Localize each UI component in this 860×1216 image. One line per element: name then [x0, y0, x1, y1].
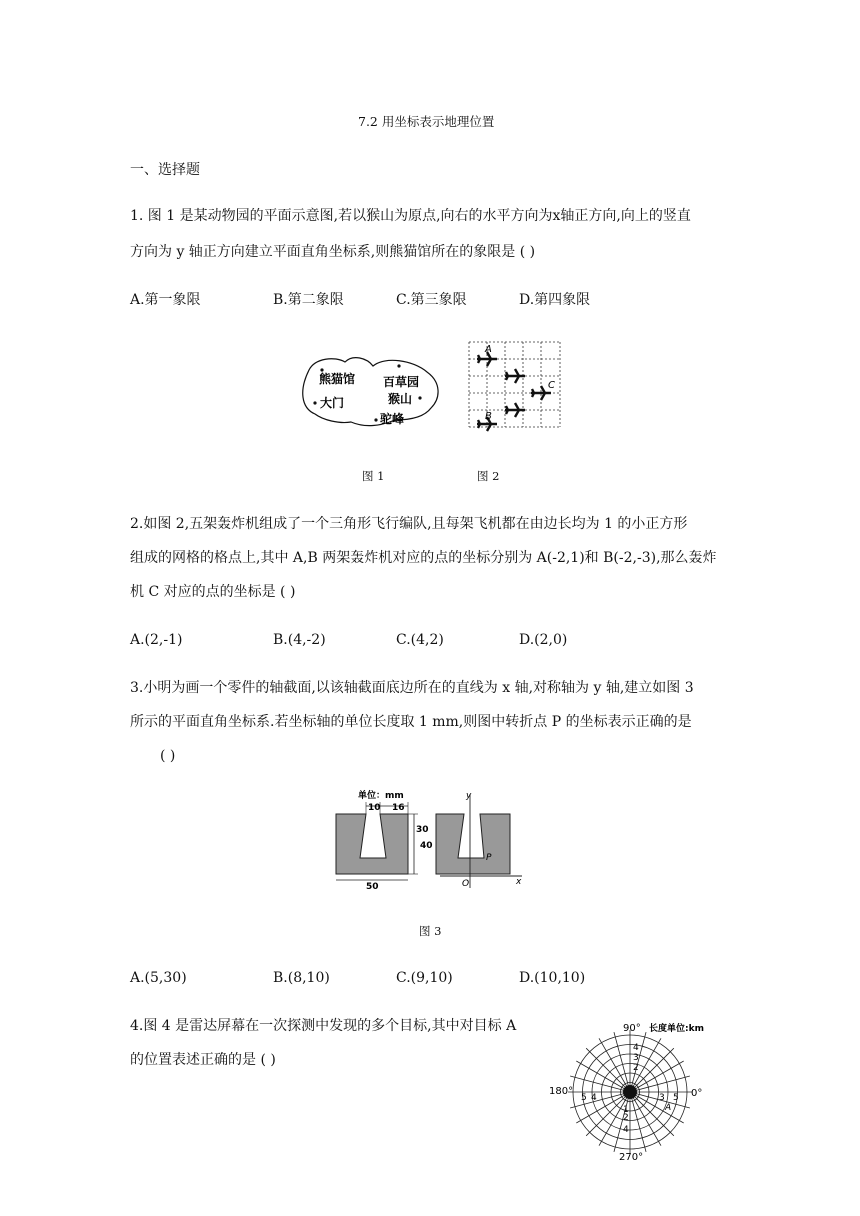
- q3-text-line1: 3.小明为画一个零件的轴截面,以该轴截面底边所在的直线为 x 轴,对称轴为 y 轴,建立如图 3: [130, 680, 694, 696]
- q4-text-line2: 的位置表述正确的是 ( ): [130, 1052, 276, 1068]
- label-a: A: [485, 344, 492, 355]
- label-camel: 驼峰: [380, 412, 405, 426]
- q3-option-b: B.(8,10): [273, 970, 330, 986]
- q2-option-c: C.(4,2): [396, 632, 444, 648]
- q1-option-c: C.第三象限: [396, 292, 467, 308]
- origin-label: O: [462, 879, 470, 889]
- fig1-caption: 图 1: [362, 469, 385, 483]
- unit-label: 单位：mm: [358, 791, 404, 801]
- left-part-shape: [336, 814, 408, 874]
- q1-option-b: B.第二象限: [273, 292, 344, 308]
- label-monkey: 猴山: [388, 392, 413, 406]
- ring-label-5: 5: [581, 1093, 587, 1103]
- radar-spoke: [630, 1092, 646, 1152]
- angle-270: 270°: [619, 1152, 644, 1163]
- plane-icon-2: [505, 369, 525, 383]
- label-herb: 百草园: [383, 375, 420, 389]
- label-c: C: [548, 380, 555, 391]
- figure-1-zoo-map: [295, 350, 445, 430]
- q1-text-line1: 1. 图 1 是某动物园的平面示意图,若以猴山为原点,向右的水平方向为x轴正方向,向上的竖直: [130, 208, 691, 224]
- q4-text-line1: 4.图 4 是雷达屏幕在一次探测中发现的多个目标,其中对目标 A: [130, 1018, 517, 1034]
- radar-spoke: [570, 1092, 630, 1108]
- radar-spoke: [570, 1076, 630, 1092]
- dim-10: 10: [368, 803, 381, 813]
- radar-center: [623, 1085, 637, 1099]
- q1-option-a: A.第一象限: [130, 292, 201, 308]
- q3-option-a: A.(5,30): [130, 970, 187, 986]
- q2-option-a: A.(2,-1): [130, 632, 183, 648]
- fig3-caption: 图 3: [419, 924, 442, 938]
- q2-text-line1: 2.如图 2,五架轰炸机组成了一个三角形飞行编队,且每架飞机都在由边长均为 1 的小正方形: [130, 516, 688, 532]
- point-p-label: P: [486, 853, 492, 863]
- angle-90: 90°: [623, 1023, 641, 1034]
- ring-label-2-bottom: 2: [623, 1113, 629, 1123]
- herb-dot: [397, 364, 400, 367]
- ring-label-4: 4: [591, 1093, 597, 1103]
- figure-4-radar: [545, 1020, 715, 1162]
- q1-option-d: D.第四象限: [519, 292, 591, 308]
- dim-30: 30: [416, 825, 429, 835]
- q3-text-line3: ( ): [160, 748, 176, 764]
- figure-3-part-section: [330, 788, 530, 893]
- ring-label-3-top: 3: [633, 1053, 639, 1063]
- monkey-dot: [418, 396, 421, 399]
- figure-2-plane-grid: [465, 340, 565, 430]
- q2-option-d: D.(2,0): [519, 632, 568, 648]
- zoo-outline: [303, 358, 438, 426]
- right-part-shape: [436, 814, 510, 874]
- target-a-label: A: [665, 1103, 672, 1113]
- q3-option-c: C.(9,10): [396, 970, 453, 986]
- q3-text-line2: 所示的平面直角坐标系.若坐标轴的单位长度取 1 mm,则图中转折点 P 的坐标表示正确的是: [130, 714, 692, 730]
- gate-dot: [313, 401, 316, 404]
- q3-option-d: D.(10,10): [519, 970, 586, 986]
- dim-50: 50: [366, 882, 379, 892]
- radar-spoke: [630, 1076, 690, 1092]
- q1-text-line2: 方向为 y 轴正方向建立平面直角坐标系,则熊猫馆所在的象限是 ( ): [130, 244, 536, 260]
- q2-option-b: B.(4,-2): [273, 632, 326, 648]
- plane-icon-4: [505, 403, 525, 417]
- label-b: B: [485, 411, 492, 422]
- q2-text-line3: 机 C 对应的点的坐标是 ( ): [130, 584, 296, 600]
- dim-16: 16: [392, 803, 405, 813]
- ring-label-3: 3: [659, 1093, 665, 1103]
- q2-text-line2: 组成的网格的格点上,其中 A,B 两架轰炸机对应的点的坐标分别为 A(-2,1)和 B(-2,-3),那么轰炸: [130, 550, 717, 566]
- camel-dot: [374, 418, 377, 421]
- y-label: y: [466, 791, 472, 801]
- fig2-caption: 图 2: [477, 469, 500, 483]
- ring-label-5r: 5: [673, 1093, 679, 1103]
- dim-40: 40: [420, 841, 433, 851]
- page-title: 7.2 用坐标表示地理位置: [358, 114, 495, 129]
- angle-0: 0°: [691, 1088, 703, 1099]
- label-gate: 大门: [320, 396, 345, 410]
- ring-label-2-top: 2: [633, 1063, 639, 1073]
- label-panda: 熊猫馆: [319, 372, 356, 386]
- ring-label-4-top: 4: [633, 1043, 639, 1053]
- ring-label-4-bottom: 4: [623, 1125, 629, 1135]
- x-label: x: [516, 877, 522, 887]
- ring-label-1-bottom: 1: [623, 1105, 629, 1115]
- radar-spoke: [614, 1032, 630, 1092]
- section-heading: 一、选择题: [130, 162, 200, 178]
- angle-180: 180°: [549, 1086, 574, 1097]
- unit-label: 长度单位:km: [649, 1024, 704, 1034]
